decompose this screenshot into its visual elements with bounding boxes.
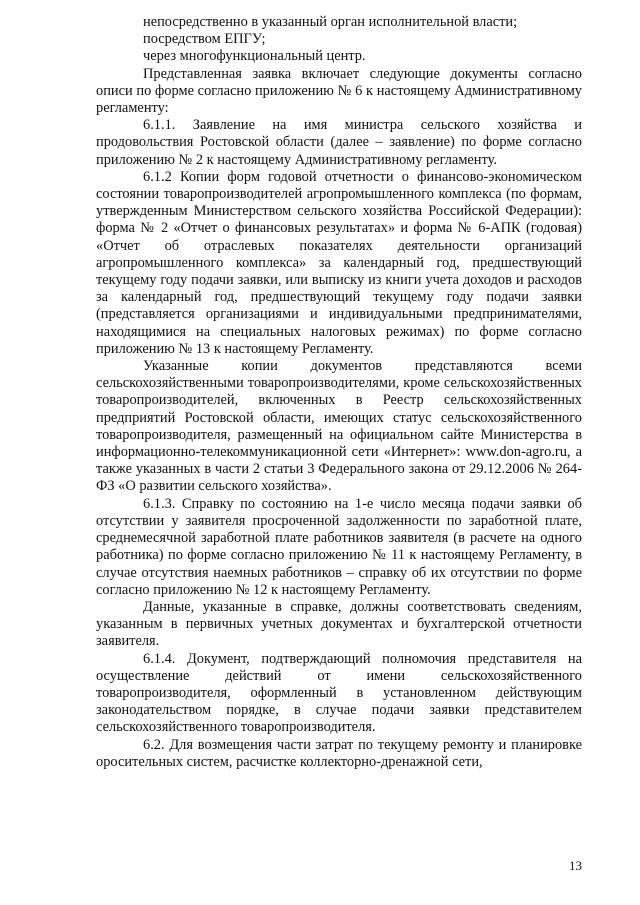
paragraph: посредством ЕПГУ; <box>143 31 266 48</box>
paragraph: 6.1.3. Справку по состоянию на 1-е число месяца подачи заявки об отсутствии у заявителя просроченной задолженности по заработной плате, среднемесячной заработной плате работников заявителя (в расчете на одного работника) по форме согласно приложению № 11 к настоящему Регламенту, в случае отсутствия наемных работников – справку об их отсутствии по форме согласно приложению № 12 к настоящему Регламенту. <box>96 495 582 598</box>
page-number: 13 <box>569 858 582 873</box>
paragraph: 6.2. Для возмещения части затрат по текущему ремонту и планировке оросительных систем, расчистке коллекторно-дренажной сети, <box>96 736 582 770</box>
paragraph: 6.1.1. Заявление на имя министра сельского хозяйства и продовольствия Ростовской области (далее – заявление) по форме согласно приложению № 2 к настоящему Административному регламенту. <box>96 117 582 168</box>
paragraph: Представленная заявка включает следующие документы согласно описи по форме согласно приложению № 6 к настоящему Административному регламенту: <box>96 65 582 117</box>
paragraph: непосредственно в указанный орган исполнительной власти; <box>143 14 518 30</box>
body-text <box>96 14 582 771</box>
paragraph: через многофункциональный центр. <box>143 48 366 65</box>
paragraph: 6.1.2 Копии форм годовой отчетности о финансово-экономическом состоянии товаропроизводителей агропромышленного комплекса (по формам, утвержденным Министерством сельского хозяйства Российской Федерации): форма № 2 «Отчет о финансовых результатах» и форма № 6-АПК (годовая) «Отчет об отраслевых показателях деятельности организаций агропромышленного комплекса» за календарный год, предшествующий текущему году подачи заявки, или выписку из книги учета доходов и расходов за календарный год, предшествующий текущему году подачи заявки (представляется организациями и индивидуальными предпринимателями, находящимися на специальных налоговых режимах) по форме согласно приложению № 13 к настоящему Регламенту. <box>96 168 582 357</box>
paragraph: 6.1.4. Документ, подтверждающий полномочия представителя на осуществление действий от имени сельскохозяйственного товаропроизводителя, оформленный в установленном действующим законодательством порядке, в случае подачи заявки представителем сельскохозяйственного товаропроизводителя. <box>96 650 582 736</box>
paragraph: Указанные копии документов представляются всеми сельскохозяйственными товаропроизводителями, кроме сельскохозяйственных товаропроизводителей, включенных в Реестр сельскохозяйственных предприятий Ростовской области, имеющих статус сельскохозяйственного товаропроизводителя, размещенный на официальном сайте Министерства в информационно-телекоммуникационной сети «Интернет»: www.don-agro.ru, а также указанных в части 2 статьи 3 Федерального закона от 29.12.2006 № 264-ФЗ «О развитии сельского хозяйства». <box>96 358 582 495</box>
paragraph: Данные, указанные в справке, должны соответствовать сведениям, указанным в первичных учетных документах и бухгалтерской отчетности заявителя. <box>96 598 582 650</box>
